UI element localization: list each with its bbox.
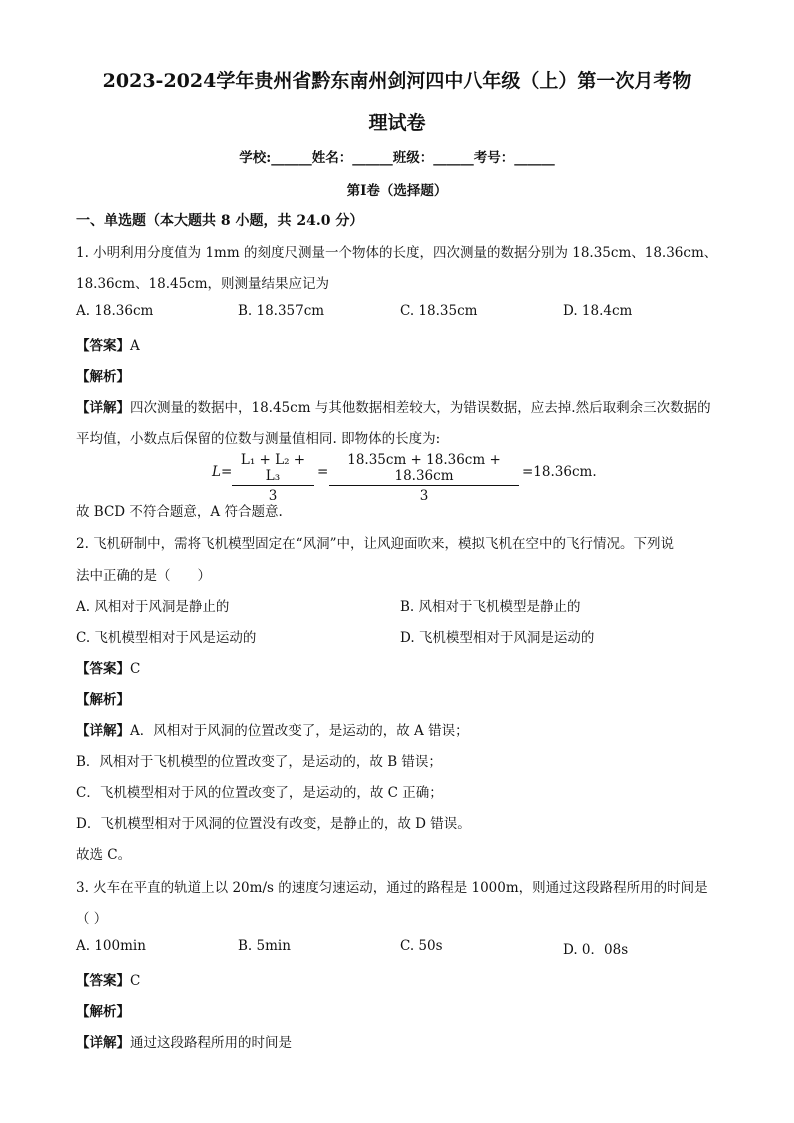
q1-option-a: A. 18.36cm xyxy=(76,303,154,319)
detail-text: A．风相对于风洞的位置改变了，是运动的，故 A 错误； xyxy=(130,723,469,739)
formula-fraction-1 xyxy=(232,452,314,504)
answer-value: C xyxy=(130,973,141,989)
section-heading: 一、单选题（本大题共 8 小题，共 24.0 分） xyxy=(76,213,364,229)
q3-option-a: A. 100min xyxy=(76,938,146,954)
q2-analysis-tag: 【解析】 xyxy=(76,692,130,708)
q1-stem-line1: 1. 小明利用分度值为 1mm 的刻度尺测量一个物体的长度，四次测量的数据分别为 18.35cm、18.36cm、 xyxy=(76,245,718,261)
q2-option-b: B. 风相对于飞机模型是静止的 xyxy=(400,599,581,615)
formula-fraction-2 xyxy=(329,452,519,504)
q3-analysis-tag: 【解析】 xyxy=(76,1004,130,1020)
fraction-1-numerator: L₁ + L₂ + L₃ xyxy=(232,452,314,486)
q2-stem-line1: 2. 飞机研制中，需将飞机模型固定在“风洞”中，让风迎面吹来，模拟飞机在空中的飞行情况。下列说 xyxy=(76,536,674,552)
q2-option-c: C. 飞机模型相对于风是运动的 xyxy=(76,630,257,646)
q2-answer xyxy=(76,657,140,677)
q2-option-d: D. 飞机模型相对于风洞是运动的 xyxy=(400,630,595,646)
q2-detail-line2: B．风相对于飞机模型的位置改变了，是运动的，故 B 错误； xyxy=(76,754,442,770)
q2-stem-line2: 法中正确的是（ ） xyxy=(76,568,211,584)
q1-formula xyxy=(212,452,597,504)
answer-tag: 【答案】 xyxy=(76,338,130,354)
q1-detail-line1 xyxy=(76,396,711,416)
q1-option-d: D. 18.4cm xyxy=(563,303,633,319)
exam-title-line2: 理试卷 xyxy=(368,112,426,134)
q1-conclusion: 故 BCD 不符合题意，A 符合题意. xyxy=(76,504,283,520)
formula-equals: = xyxy=(317,464,329,480)
answer-tag: 【答案】 xyxy=(76,973,130,989)
q1-analysis-tag: 【解析】 xyxy=(76,369,130,385)
fraction-2-denominator: 3 xyxy=(419,488,429,504)
q2-detail-line5: 故选 C。 xyxy=(76,847,132,863)
q3-option-c: C. 50s xyxy=(400,938,443,954)
detail-tag: 【详解】 xyxy=(76,723,130,739)
exam-title-line1: 2023-2024学年贵州省黔东南州剑河四中八年级（上）第一次月考物 xyxy=(102,70,692,92)
q3-detail-line1 xyxy=(76,1031,292,1051)
detail-tag: 【详解】 xyxy=(76,1035,130,1051)
q1-answer xyxy=(76,334,140,354)
q3-stem-line1: 3. 火车在平直的轨道上以 20m/s 的速度匀速运动，通过的路程是 1000m，则通过这段路程所用的时间是 xyxy=(76,880,708,896)
answer-value: C xyxy=(130,661,141,677)
q3-answer xyxy=(76,969,140,989)
fraction-1-denominator: 3 xyxy=(268,488,278,504)
q2-detail-line3: C．飞机模型相对于风的位置改变了，是运动的，故 C 正确； xyxy=(76,785,443,801)
answer-tag: 【答案】 xyxy=(76,661,130,677)
q2-option-a: A. 风相对于风洞是静止的 xyxy=(76,599,230,615)
q1-detail-line2: 平均值，小数点后保留的位数与测量值相同. 即物体的长度为: xyxy=(76,431,441,447)
detail-text: 通过这段路程所用的时间是 xyxy=(130,1035,292,1051)
q1-option-c: C. 18.35cm xyxy=(400,303,478,319)
q2-detail-line1 xyxy=(76,719,469,739)
answer-value: A xyxy=(130,338,140,354)
q3-option-d: D. 0．08s xyxy=(563,942,629,958)
q2-detail-line4: D．飞机模型相对于风洞的位置没有改变，是静止的，故 D 错误。 xyxy=(76,816,471,832)
formula-lhs: L= xyxy=(212,464,233,480)
q1-option-b: B. 18.357cm xyxy=(238,303,325,319)
q3-stem-line2: （ ） xyxy=(76,911,108,927)
detail-tag: 【详解】 xyxy=(76,400,130,416)
fraction-2-numerator: 18.35cm + 18.36cm + 18.36cm xyxy=(329,452,519,486)
q1-stem-line2: 18.36cm、18.45cm，则测量结果应记为 xyxy=(76,276,330,292)
formula-result: =18.36cm. xyxy=(522,464,597,480)
student-info-line: 学校:______姓名：______班级：______考号：______ xyxy=(239,150,555,166)
detail-text: 四次测量的数据中，18.45cm 与其他数据相差较大，为错误数据，应去掉.然后取剩余三次数据的 xyxy=(130,400,711,416)
volume-heading: 第Ⅰ卷（选择题） xyxy=(346,183,448,199)
q3-option-b: B. 5min xyxy=(238,938,291,954)
